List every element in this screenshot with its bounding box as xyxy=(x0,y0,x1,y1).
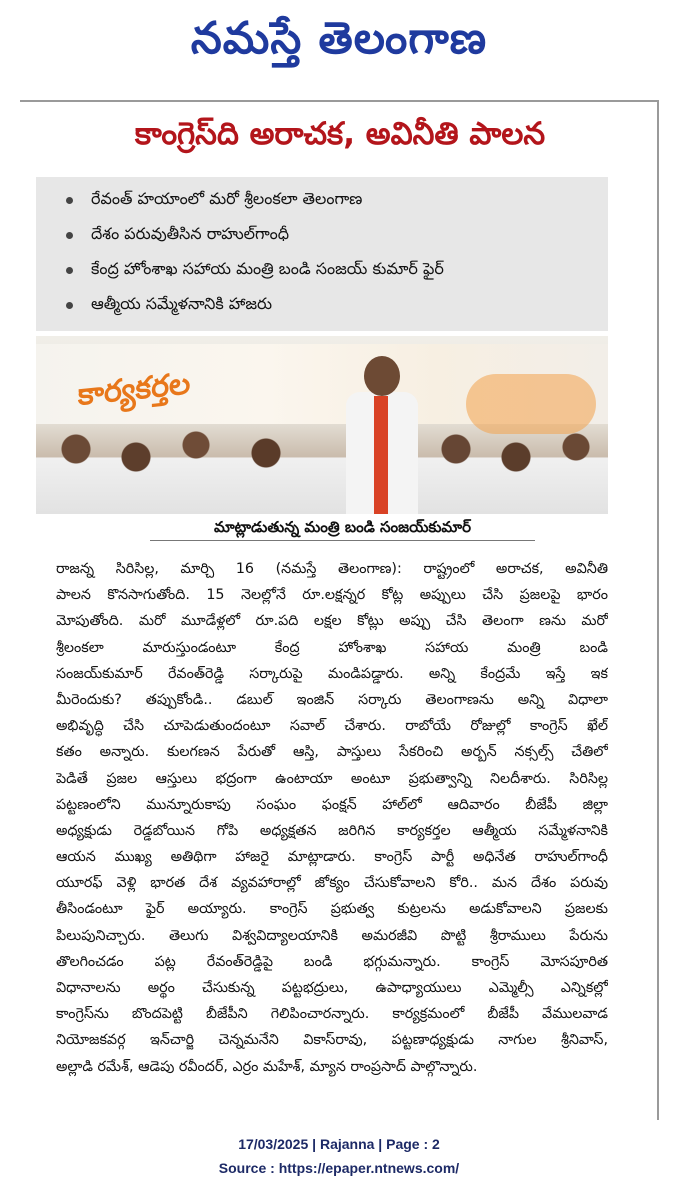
article-line: అభివృద్ధి చేసి చూపెడుతుందంటూ సవాల్ చేశారు. రాబోయే రోజుల్లో కాంగ్రెస్ ఖేల్ xyxy=(56,718,608,735)
article-line: మీరెందుకు? తప్పుకోండి.. డబుల్ ఇంజిన్ సర్కారు తెలంగాణను అన్ని విధాలా xyxy=(56,691,608,708)
edition-info: 17/03/2025 | Rajanna | Page : 2 xyxy=(238,1136,440,1152)
speaker-figure xyxy=(336,356,426,514)
bullet-dot-icon xyxy=(66,302,73,309)
bullet-dot-icon xyxy=(66,197,73,204)
banner-text: కార్యకర్తల xyxy=(78,366,191,413)
speaker-scarf xyxy=(374,396,388,514)
article-line: తొలగించడం పట్ల రేవంత్‌రెడ్డిపై బండి భగ్గుమన్నారు. కాంగ్రెస్ మోసపూరిత xyxy=(56,953,608,970)
bullet-point xyxy=(36,183,608,218)
bullet-points-panel xyxy=(36,177,608,331)
article-line: మోపుతోంది. మరో మూడేళ్లలో రూ.పది లక్షల కోట్లు అప్పు చేసి తెలంగా ణను మరో xyxy=(56,613,608,630)
bullet-point xyxy=(36,253,608,288)
bullet-text: ఆత్మీయ సమ్మేళనానికి హాజరు xyxy=(91,294,273,313)
article-line: అధ్యక్షుడు రెడ్డబోయిన గోపి అధ్యక్షతన జరిగిన కార్యకర్తల ఆత్మీయ సమ్మేళనానికి xyxy=(56,822,608,839)
article-line: పెడితే ప్రజల ఆస్తులు భద్రంగా ఉంటాయా అంటూ ప్రభుత్వాన్ని నిలదీశారు. సిరిసిల్ల xyxy=(56,770,608,787)
bullet-text: దేశం పరువుతీసిన రాహుల్‌గాంధీ xyxy=(91,224,289,243)
article-line: సంజయ్‌కుమార్ రేవంత్‌రెడ్డి సర్కారుపై మండిపడ్డారు. అన్ని కేంద్రమే ఇస్తే ఇక xyxy=(56,665,608,682)
bullet-dot-icon xyxy=(66,232,73,239)
article-line: పిలుపునిచ్చారు. తెలుగు విశ్వవిద్యాలయానికి అమరజీవి పొట్టి శ్రీరాములు పేరును xyxy=(56,927,608,944)
article-line: ఆయన ముఖ్య అతిథిగా హాజరై మాట్లాడారు. కాంగ్రెస్ పార్టీ అధినేత రాహుల్‌గాంధీ xyxy=(56,849,608,866)
bullet-point xyxy=(36,218,608,253)
article-line: రాజన్న సిరిసిల్ల, మార్చి 16 (నమస్తే తెలంగాణ): రాష్ట్రంలో అరాచక, అవినీతి xyxy=(56,561,608,577)
newspaper-masthead: నమస్తే తెలంగాణ xyxy=(190,13,488,64)
event-photo xyxy=(36,336,608,514)
article-line: నియోజకవర్గ ఇన్‌చార్జి చెన్నమనేని వికాస్‌రావు, పట్టణాధ్యక్షుడు నాగుల శ్రీనివాస్, xyxy=(56,1032,608,1049)
article-line: కతం అన్నారు. కులగణన పేరుతో ఆస్తి, పాస్తులు సేకరించి అర్బన్ నక్సల్స్ చేతిలో xyxy=(56,744,608,761)
article-line: పాలన కొనసాగుతోంది. 15 నెలల్లోనే రూ.లక్షన్నర కోట్ల అప్పులు చేసి ప్రజలపై భారం xyxy=(56,587,608,604)
bullet-point xyxy=(36,288,608,323)
stage-banner xyxy=(36,344,608,424)
article-line: అల్లాడి రమేశ్, ఆడెపు రవీందర్, ఎర్రం మహేశ్, మ్యాన రాంప్రసాద్ పాల్గొన్నారు. xyxy=(56,1058,478,1075)
bullet-text: కేంద్ర హోంశాఖ సహాయ మంత్రి బండి సంజయ్ కుమార్ ఫైర్ xyxy=(91,259,444,278)
source-link[interactable]: Source : https://epaper.ntnews.com/ xyxy=(218,1160,460,1176)
audience-crowd xyxy=(36,419,608,514)
bullet-text: రేవంత్ హయాంలో మరో శ్రీలంకలా తెలంగాణ xyxy=(91,189,363,208)
photo-caption: మాట్లాడుతున్న మంత్రి బండి సంజయ్‌కుమార్ xyxy=(150,514,535,541)
article-line: తీసిండంటూ ఫైర్ అయ్యారు. కాంగ్రెస్ ప్రభుత్వ కుట్రలను అడుకోవాలని ప్రజలకు xyxy=(56,901,608,918)
article-line: శ్రీలంకలా మారుస్తుండంటూ కేంద్ర హోంశాఖ సహాయ మంత్రి బండి xyxy=(56,639,608,656)
article-line: విధానాలను అర్థం చేసుకున్న పట్టభద్రులు, ఉపాధ్యాయులు ఎమ్మెల్సీ ఎన్నికల్లో xyxy=(56,980,608,996)
article-line: కాంగ్రెస్‌ను బొందపెట్టి బీజేపీని గెలిపించారన్నారు. కార్యక్రమంలో బీజేపీ వేములవాడ xyxy=(56,1006,608,1023)
bullet-dot-icon xyxy=(66,267,73,274)
article-body xyxy=(56,556,608,1104)
article-headline: కాంగ్రెస్‌ది అరాచక, అవినీతి పాలన xyxy=(134,116,546,152)
speaker-head xyxy=(364,356,400,396)
article-line: పట్టణంలోని మున్నూరుకాపు సంఘం ఫంక్షన్ హాల్‌లో ఆదివారం బీజేపీ జిల్లా xyxy=(56,796,608,813)
article-line: యూరఫ్ వెళ్లి భారత దేశ వ్యవహారాల్లో జోక్యం చేసుకోవాలని కోరి.. మన దేశం పరువు xyxy=(56,875,608,892)
